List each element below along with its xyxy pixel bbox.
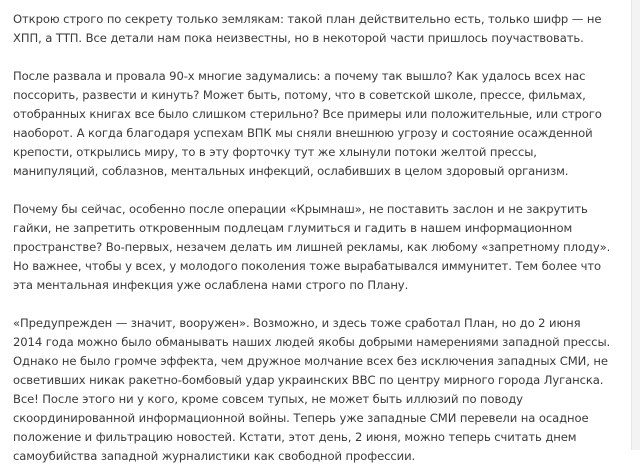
article-paragraph: «Предупрежден — значит, вооружен». Возможно, и здесь тоже сработал План, но до 2 июня 2014 года можно было обманывать наших людей якобы добрыми намерениями западной прессы. Однако не было громче эффекта, чем дружное молчание всех без исключения западных СМИ, не осветивших никак ракетно-бомбовый удар украинских ВВС по центру мирного города Луганска. Все! После этого ни у кого, кроме совсем тупых, не может быть иллюзий по поводу скоординированной информационной войны. Теперь уже западные СМИ перевели на осадное положение и фильтрацию новостей. Кстати, этот день, 2 июня, можно теперь считать днем самоубийства западной журналистики как свободной профессии. xyxy=(13,316,611,463)
article-paragraph: После развала и провала 90-х многие задумались: а почему так вышло? Как удалось всех нас поссорить, развести и кинуть? Может быть, потому, что в советской школе, прессе, фильмах, отобранных книгах все было слишком стерильно? Все примеры или положительные, или строго наоборот. А когда благодаря успехам ВПК мы сняли внешнюю угрозу и состояние осажденной крепости, открылись миру, то в эту форточку тут же хлынули потоки желтой прессы, манипуляций, соблазнов, ментальных инфекций, ослабивших в целом здоровый организм. xyxy=(13,69,602,178)
vertical-scrollbar[interactable] xyxy=(631,0,640,450)
article-paragraph: Почему бы сейчас, особенно после операции «Крымнаш», не поставить заслон и не закрутить гайки, не запретить откровенным подлецам глумиться и гадить в нашем информационном пространстве? Во-первых, незачем делать им лишней рекламы, как любому «запретному плоду». Но важнее, чтобы у всех, у молодого поколения тоже вырабатывался иммунитет. Тем более что эта ментальная инфекция уже ослаблена нами строго по Плану. xyxy=(13,202,611,292)
article-paragraph: Открою строго по секрету только землякам: такой план действительно есть, только шифр — не ХПП, а ТТП. Все детали нам пока неизвестны, но в некоторой части пришлось поучаствовать. xyxy=(13,12,602,45)
